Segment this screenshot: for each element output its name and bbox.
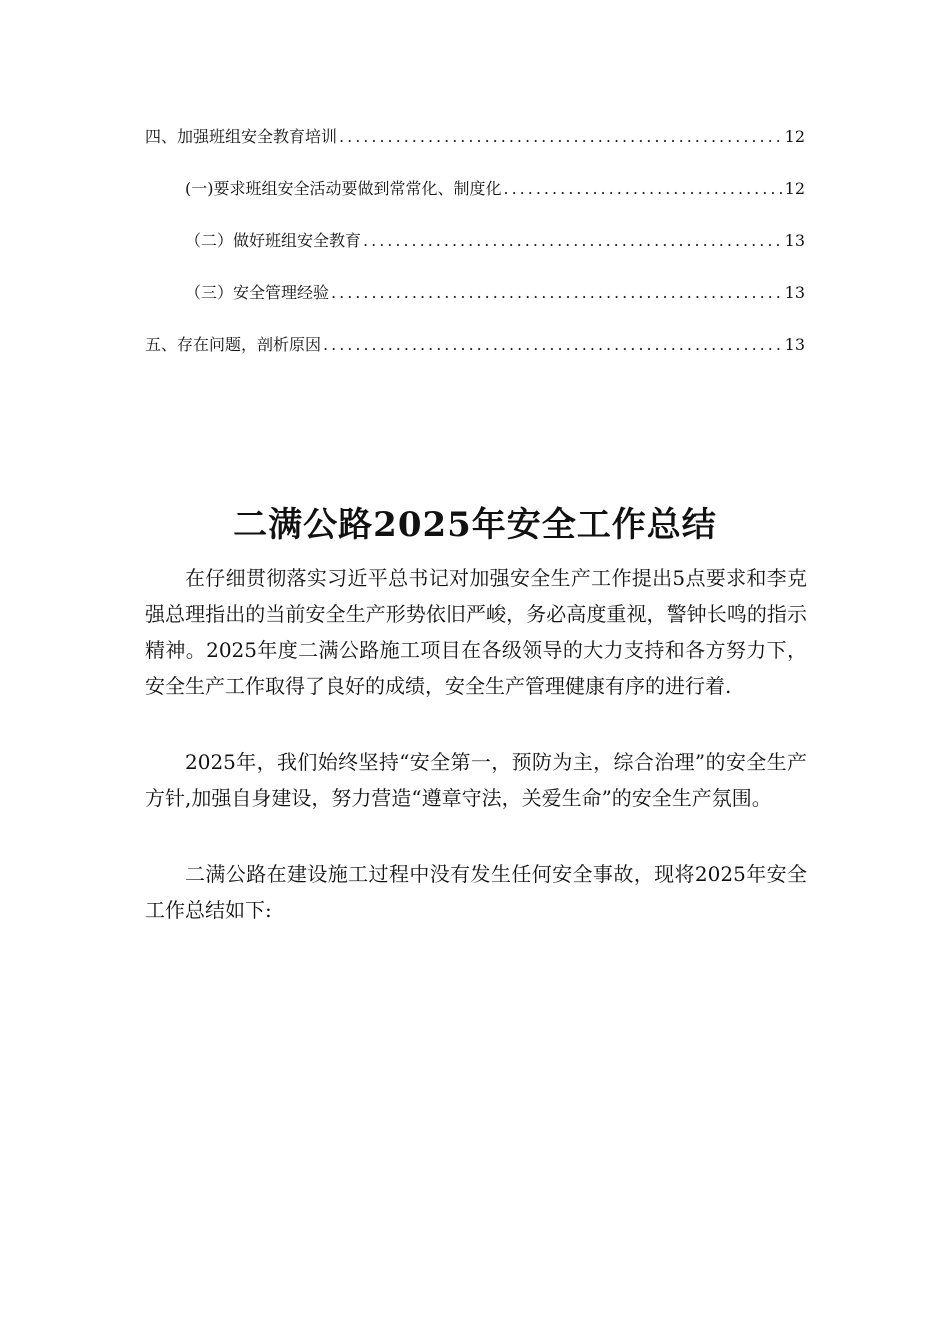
toc-item-page: 12 — [784, 179, 805, 198]
toc-item-section-5[interactable] — [145, 332, 805, 358]
document-title: 二满公路2025年安全工作总结 — [233, 504, 717, 545]
toc-item-label: （三）安全管理经验 — [185, 283, 330, 302]
table-of-contents — [145, 124, 805, 384]
toc-leader-dots — [339, 124, 783, 150]
toc-item-section-4[interactable] — [145, 124, 805, 150]
toc-leader-dots — [331, 280, 783, 306]
toc-item-section-4-1[interactable] — [145, 176, 805, 202]
toc-item-label: 五、存在问题，剖析原因 — [145, 335, 322, 354]
toc-item-page: 12 — [784, 127, 805, 146]
paragraph: 在仔细贯彻落实习近平总书记对加强安全生产工作提出5点要求和李克强总理指出的当前安全生产形势依旧严峻，务必高度重视，警钟长鸣的指示精神。2025年度二满公路施工项目在各级领导的大力支持和各方努力下，安全生产工作取得了良好的成绩，安全生产管理健康有序的进行着. — [145, 566, 807, 698]
toc-item-page: 13 — [784, 231, 805, 250]
toc-item-section-4-3[interactable] — [145, 280, 805, 306]
toc-item-label: 四、加强班组安全教育培训 — [145, 127, 338, 146]
paragraph: 二满公路在建设施工过程中没有发生任何安全事故，现将2025年安全工作总结如下: — [145, 862, 807, 922]
toc-item-page: 13 — [784, 283, 805, 302]
document-body — [145, 560, 807, 968]
toc-item-label: (一)要求班组安全活动要做到常常化、制度化 — [185, 179, 502, 198]
toc-leader-dots — [363, 228, 783, 254]
toc-item-section-4-2[interactable] — [145, 228, 805, 254]
toc-item-page: 13 — [784, 335, 805, 354]
paragraph: 2025年，我们始终坚持“安全第一，预防为主，综合治理”的安全生产方针,加强自身建设，努力营造“遵章守法，关爱生命”的安全生产氛围。 — [145, 750, 807, 810]
toc-item-label: （二）做好班组安全教育 — [185, 231, 362, 250]
toc-leader-dots — [504, 176, 783, 202]
toc-leader-dots — [323, 332, 783, 358]
